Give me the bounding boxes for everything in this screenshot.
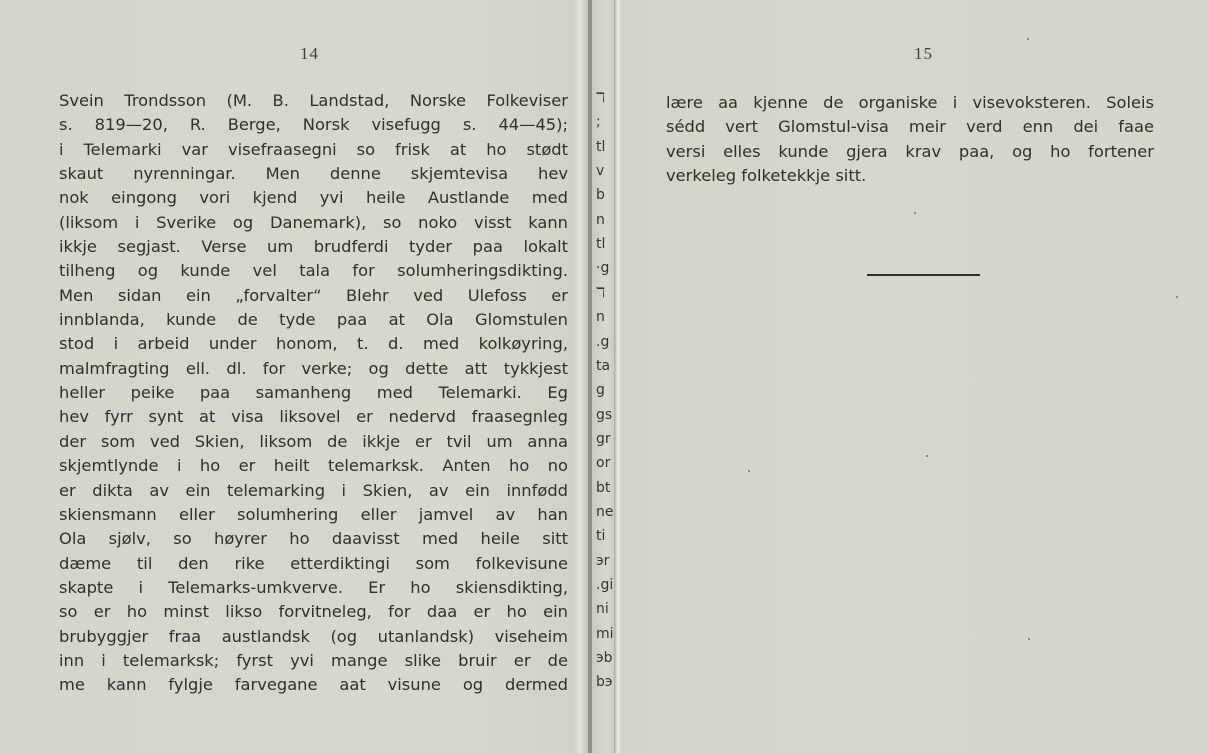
- text-line: dæme til den rike etterdiktingi som folkevisune: [59, 553, 568, 573]
- text-line: Men sidan ein „forvalter“ Blehr ved Ulefoss er: [59, 285, 568, 305]
- text-line: skaut nyrenningar. Men denne skjemtevisa hev: [59, 164, 568, 184]
- paper-speck: [1027, 38, 1029, 40]
- right-page-body-text: [666, 91, 1154, 188]
- text-line: i Telemarki var visefraasegni so frisk at ho stødt: [59, 139, 568, 159]
- gutter-text-fragment: .gi: [596, 577, 614, 593]
- text-line: Ola sjølv, so høyrer ho daavisst med heile sitt: [59, 529, 568, 549]
- text-line: innblanda, kunde de tyde paa at Ola Glomstulen: [59, 310, 568, 330]
- text-line: skjemtlynde i ho er heilt telemarksk. Anten ho no: [59, 456, 568, 476]
- gutter-text-fragment: mi: [596, 625, 614, 642]
- text-line: (liksom i Sverike og Danemark), so noko visst kann: [59, 212, 568, 232]
- text-line: brubyggjer fraa austlandsk (og utanlandsk) viseheim: [59, 626, 568, 646]
- right-page: [622, 0, 1207, 753]
- text-line: s. 819—20, R. Berge, Norsk visefugg s. 44—45);: [59, 115, 568, 135]
- text-line: heller peike paa samanheng med Telemarki. Eg: [59, 383, 568, 403]
- text-line: me kann fylgje farvegane aat visune og dermed: [59, 675, 568, 695]
- paper-speck: [1176, 296, 1178, 298]
- gutter-text-fragment: g: [596, 382, 605, 399]
- gutter-text-fragment: b: [596, 187, 605, 204]
- gutter-text-fragment: tl: [596, 138, 606, 155]
- text-line: inn i telemarksk; fyrst yvi mange slike bruir er de: [59, 650, 568, 670]
- gutter-text-fragment: .g: [596, 333, 610, 350]
- text-line: skapte i Telemarks-umkverve. Er ho skiensdikting,: [59, 577, 568, 597]
- gutter-text-fragment: ta: [596, 357, 611, 374]
- gutter-text-fragment: gs: [596, 406, 613, 423]
- gutter-text-fragment: gr: [596, 430, 611, 447]
- text-line: tilheng og kunde vel tala for solumheringsdikting.: [59, 261, 568, 281]
- paper-speck: [748, 470, 750, 472]
- gutter-text-fragment: bэ: [596, 674, 613, 691]
- gutter-shadow-left: [574, 0, 588, 753]
- text-line: der som ved Skien, liksom de ikkje er tvil um anna: [59, 431, 568, 451]
- text-line: er dikta av ein telemarking i Skien, av ein innfødd: [59, 480, 568, 500]
- gutter-text-fragment: эb: [596, 650, 613, 667]
- text-line: ikkje segjast. Verse um brudferdi tyder paa lokalt: [59, 237, 568, 257]
- gutter-text-fragment: ·g: [596, 260, 610, 277]
- paper-speck: [914, 212, 916, 214]
- page-number-left: 14: [300, 44, 319, 63]
- gutter-text-fragment: ti: [596, 528, 606, 545]
- gutter-text-fragment: ℸ: [596, 284, 606, 301]
- gutter-text-fragment: ℸ: [596, 90, 606, 106]
- text-line: stod i arbeid under honom, t. d. med kolkøyring,: [59, 334, 568, 354]
- text-line: Svein Trondsson (M. B. Landstad, Norske Folkeviser: [59, 91, 568, 110]
- gutter-text-fragment: or: [596, 455, 611, 472]
- gutter-text-fragment: n: [596, 211, 605, 228]
- left-page: [0, 0, 584, 753]
- text-line: sédd vert Glomstul-visa meir verd enn dei faae: [666, 117, 1154, 137]
- text-line: so er ho minst likso forvitneleg, for daa er ho ein: [59, 602, 568, 622]
- paper-speck: [1028, 638, 1030, 640]
- text-line: nok eingong vori kjend yvi heile Austlande med: [59, 188, 568, 208]
- section-end-rule: [867, 274, 980, 276]
- text-line: lære aa kjenne de organiske i visevoksteren. Soleis: [666, 93, 1154, 112]
- gutter-text-fragment: ne: [596, 503, 614, 520]
- page-number-right: 15: [914, 44, 933, 63]
- left-page-body-text: [59, 89, 568, 698]
- gutter-text-fragment: n: [596, 309, 605, 326]
- text-line: malmfragting ell. dl. for verke; og dette att tykkjest: [59, 358, 568, 378]
- gutter-text-fragment: ni: [596, 601, 609, 618]
- paper-speck: [926, 455, 928, 457]
- text-line: hev fyrr synt at visa liksovel er nedervd fraasegnleg: [59, 407, 568, 427]
- gutter-text-fragment: ;: [596, 114, 601, 131]
- text-line: verkeleg folketekkje sitt.: [666, 166, 867, 186]
- text-line: skiensmann eller solumhering eller jamvel av han: [59, 504, 568, 524]
- text-line: versi elles kunde gjera krav paa, og ho fortener: [666, 141, 1154, 161]
- gutter-text-fragment: v: [596, 163, 605, 180]
- gutter-text-fragment: tl: [596, 236, 606, 253]
- gutter-text-fragment: эr: [596, 552, 610, 569]
- gutter-text-fragment: bt: [596, 479, 611, 496]
